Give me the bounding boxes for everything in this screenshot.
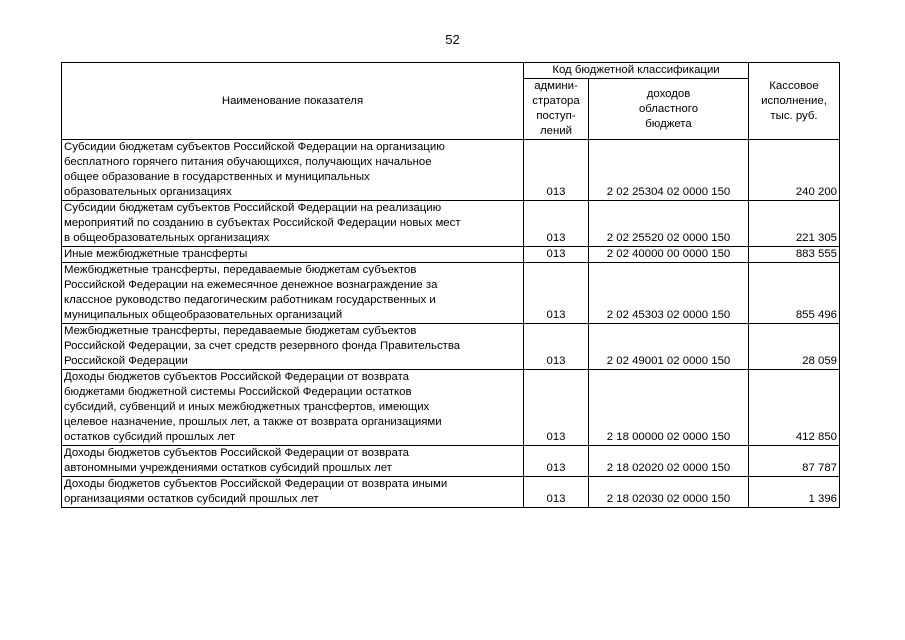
row-admin: 013 <box>524 140 589 201</box>
row-amount: 1 396 <box>749 477 840 508</box>
row-amount: 221 305 <box>749 201 840 247</box>
table-body <box>62 140 840 508</box>
table-row <box>62 247 840 263</box>
row-code: 2 02 25304 02 0000 150 <box>589 140 749 201</box>
row-admin: 013 <box>524 247 589 263</box>
row-amount: 87 787 <box>749 446 840 477</box>
row-name: Доходы бюджетов субъектов Российской Федерации от возврата иными организациями остатков субсидий прошлых лет <box>62 477 524 508</box>
row-name: Межбюджетные трансферты, передаваемые бюджетам субъектов Российской Федерации, за счет средств резервного фонда Правительства Российской Федерации <box>62 324 524 370</box>
table-row <box>62 201 840 247</box>
header-admin: админи- стратора поступ- лений <box>524 79 589 140</box>
row-name: Межбюджетные трансферты, передаваемые бюджетам субъектов Российской Федерации на ежемесячное денежное вознаграждение за классное руководство педагогическим работникам государственных и муниципальных общеобразовательных организаций <box>62 263 524 324</box>
row-amount: 28 059 <box>749 324 840 370</box>
header-name: Наименование показателя <box>62 63 524 140</box>
row-code: 2 18 00000 02 0000 150 <box>589 370 749 446</box>
table-row <box>62 263 840 324</box>
table-row <box>62 140 840 201</box>
table-row <box>62 446 840 477</box>
row-admin: 013 <box>524 477 589 508</box>
row-admin: 013 <box>524 263 589 324</box>
row-name: Доходы бюджетов субъектов Российской Федерации от возврата автономными учреждениями остатков субсидий прошлых лет <box>62 446 524 477</box>
row-amount: 412 850 <box>749 370 840 446</box>
table-header <box>62 63 840 140</box>
row-name: Доходы бюджетов субъектов Российской Федерации от возврата бюджетами бюджетной системы Российской Федерации остатков субсидий, субвенций и иных межбюджетных трансфертов, имеющих целевое назначение, прошлых лет, а также от возврата организациями остатков субсидий прошлых лет <box>62 370 524 446</box>
header-row-top <box>62 63 840 79</box>
page-number: 52 <box>445 32 460 47</box>
row-code: 2 18 02020 02 0000 150 <box>589 446 749 477</box>
row-name: Субсидии бюджетам субъектов Российской Федерации на организацию бесплатного горячего питания обучающихся, получающих начальное общее образование в государственных и муниципальных образовательных организациях <box>62 140 524 201</box>
row-amount: 883 555 <box>749 247 840 263</box>
row-code: 2 02 45303 02 0000 150 <box>589 263 749 324</box>
row-admin: 013 <box>524 446 589 477</box>
row-amount: 855 496 <box>749 263 840 324</box>
row-name: Субсидии бюджетам субъектов Российской Федерации на реализацию мероприятий по созданию в субъектах Российской Федерации новых мест в общеобразовательных организациях <box>62 201 524 247</box>
budget-table <box>61 62 840 508</box>
header-income: доходов областного бюджета <box>589 79 749 140</box>
row-name: Иные межбюджетные трансферты <box>62 247 524 263</box>
row-code: 2 02 49001 02 0000 150 <box>589 324 749 370</box>
table-row <box>62 324 840 370</box>
row-code: 2 18 02030 02 0000 150 <box>589 477 749 508</box>
row-admin: 013 <box>524 370 589 446</box>
row-admin: 013 <box>524 201 589 247</box>
header-execution: Кассовое исполнение, тыс. руб. <box>749 63 840 140</box>
row-amount: 240 200 <box>749 140 840 201</box>
header-code-group: Код бюджетной классификации <box>524 63 749 79</box>
table-row <box>62 477 840 508</box>
row-code: 2 02 40000 00 0000 150 <box>589 247 749 263</box>
row-code: 2 02 25520 02 0000 150 <box>589 201 749 247</box>
table-row <box>62 370 840 446</box>
row-admin: 013 <box>524 324 589 370</box>
